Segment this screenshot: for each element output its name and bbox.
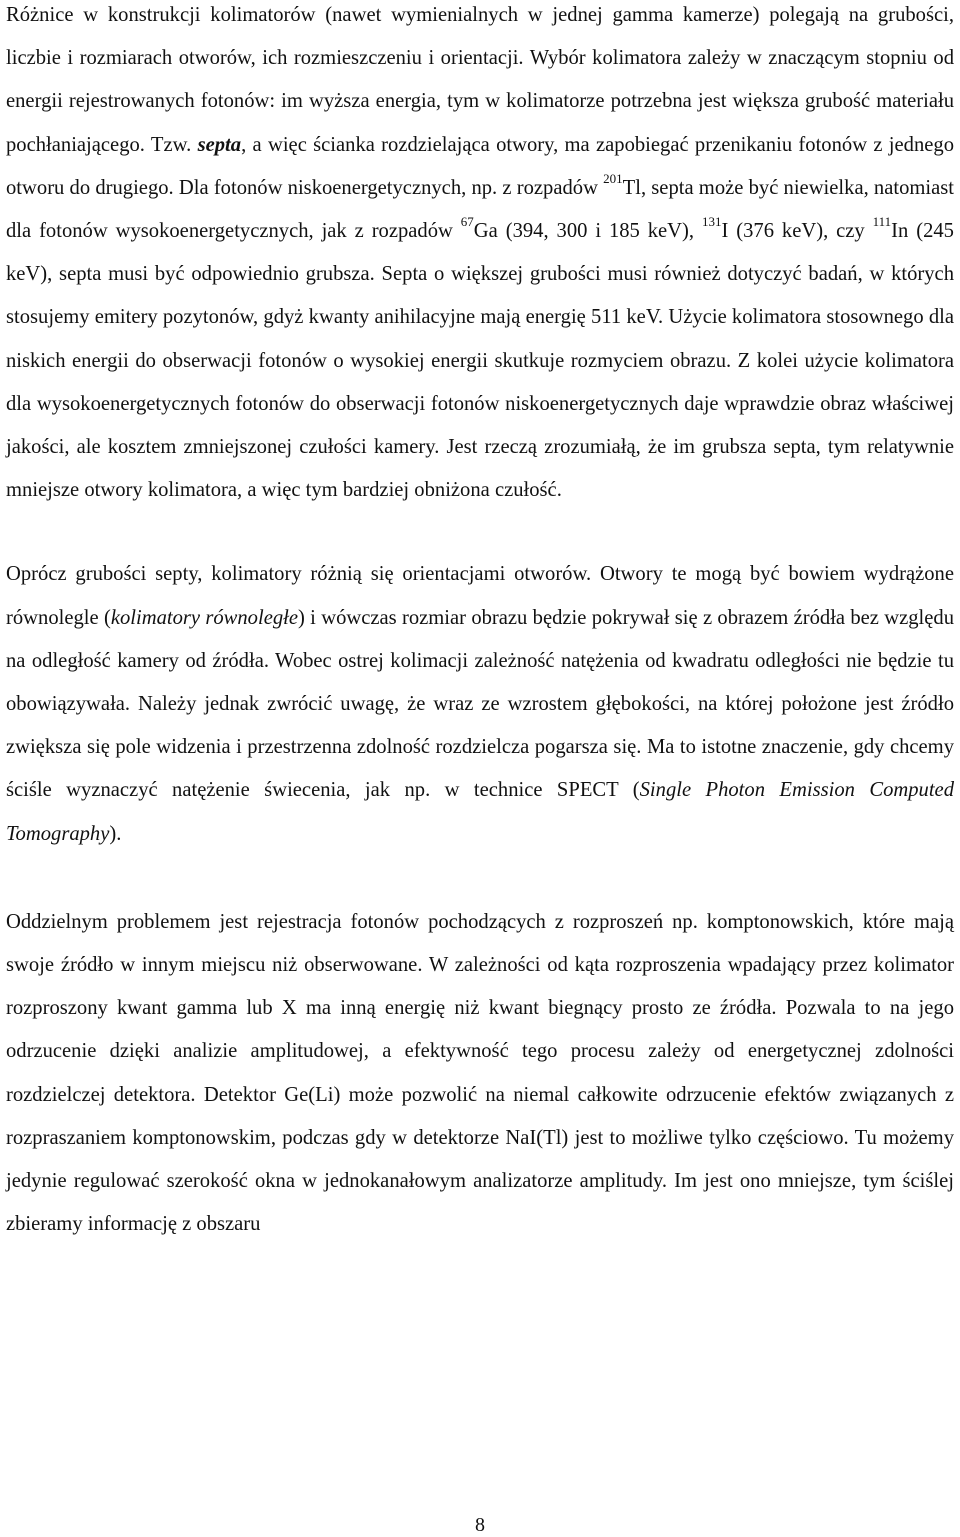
text-run: Ga (394, 300 i 185 keV), — [473, 220, 702, 243]
document-page — [6, 0, 954, 1246]
text-run: In (245 keV), septa musi być odpowiednio grubsza. Septa o większej grubości musi również dotyczyć badań, w których stosujemy emitery pozytonów, gdyż kwanty anihilacyjne mają energię 511 keV. Użycie kolimatora stosownego dla niskich energii do obserwacji fotonów o wysokiej energii skutkuje rozmyciem obrazu. Z kolei użycie kolimatora dla wysokoenergetycznych fotonów do obserwacji fotonów niskoenergetycznych daje wprawdzie obraz właściwej jakości, ale kosztem zmniejszonej czułości kamery. Jest rzeczą zrozumiałą, że im grubsza septa, tym relatywnie mniejsze otwory kolimatora, a więc tym bardziej obniżona czułość. — [6, 220, 954, 502]
italic-term: Single Photon Emission Computed Tomography — [6, 779, 954, 845]
paragraph-scatter-rejection — [6, 901, 954, 1247]
bold-italic-term: septa — [197, 133, 242, 156]
paragraph-hole-orientation — [6, 553, 954, 855]
text-run: I (376 keV), czy — [721, 220, 873, 243]
page-number: 8 — [475, 1514, 485, 1536]
text-run: Tl, septa może być niewielka, natomiast dla fotonów wysokoenergetycznych, jak z rozpadów — [6, 176, 955, 243]
italic-term: kolimatory równoległe — [110, 606, 299, 629]
isotope-mass-number: 67 — [460, 214, 474, 230]
text-run: ). — [109, 822, 122, 845]
text-run: Różnice w konstrukcji kolimatorów (nawet wymienialnych w jednej gamma kamerze) polegają na grubości, liczbie i rozmiarach otworów, ich rozmieszczeniu i orientacji. Wybór kolimatora zależy w znaczącym stopniu od energii rejestrowanych fotonów: im wyższa energia, tym w kolimatorze potrzebna jest większa grubość materiału pochłaniającego. Tzw. — [6, 4, 954, 156]
isotope-mass-number: 131 — [701, 214, 722, 230]
isotope-mass-number: 111 — [872, 214, 892, 230]
paragraph-collimator-construction — [6, 0, 954, 512]
text-run: ) i wówczas rozmiar obrazu będzie pokrywał się z obrazem źródła bez względu na odległość kamery od źródła. Wobec ostrej kolimacji zależność natężenia od kwadratu odległości nie będzie tu obowiązywała. Należy jednak zwrócić uwagę, że wraz ze wzrostem głębokości, na której położone jest źródło zwiększa się pole widzenia i przestrzenna zdolność rozdzielcza pogarsza się. Ma to istotne znaczenie, gdy chcemy ściśle wyznaczyć natężenie świecenia, jak np. w technice SPECT ( — [6, 606, 955, 802]
text-run: Oprócz grubości septy, kolimatory różnią się orientacjami otworów. Otwory te mogą być bowiem wydrążone równolegle ( — [6, 563, 954, 629]
text-run: , a więc ścianka rozdzielająca otwory, ma zapobiegać przenikaniu fotonów z jednego otworu do drugiego. Dla fotonów niskoenergetycznych, np. z rozpadów — [6, 133, 955, 199]
isotope-mass-number: 201 — [603, 170, 623, 186]
text-run: Oddzielnym problemem jest rejestracja fotonów pochodzących z rozproszeń np. komptonowskich, które mają swoje źródło w innym miejscu niż obserwowane. W zależności od kąta rozproszenia wpadający przez kolimator rozproszony kwant gamma lub X ma inną energię niż kwant biegnący prosto ze źródła. Pozwala to na jego odrzucenie dzięki analizie amplitudowej, a efektywność tego procesu zależy od energetycznej zdolności rozdzielczej detektora. Detektor Ge(Li) może pozwolić na niemal całkowite odrzucenie efektów związanych z rozpraszaniem komptonowskim, podczas gdy w detektorze NaI(Tl) jest to możliwe tylko częściowo. Tu możemy jedynie regulować szerokość okna w jednokanałowym analizatorze amplitudy. Im jest ono mniejsze, tym ściślej zbieramy informację z obszaru — [6, 910, 954, 1236]
